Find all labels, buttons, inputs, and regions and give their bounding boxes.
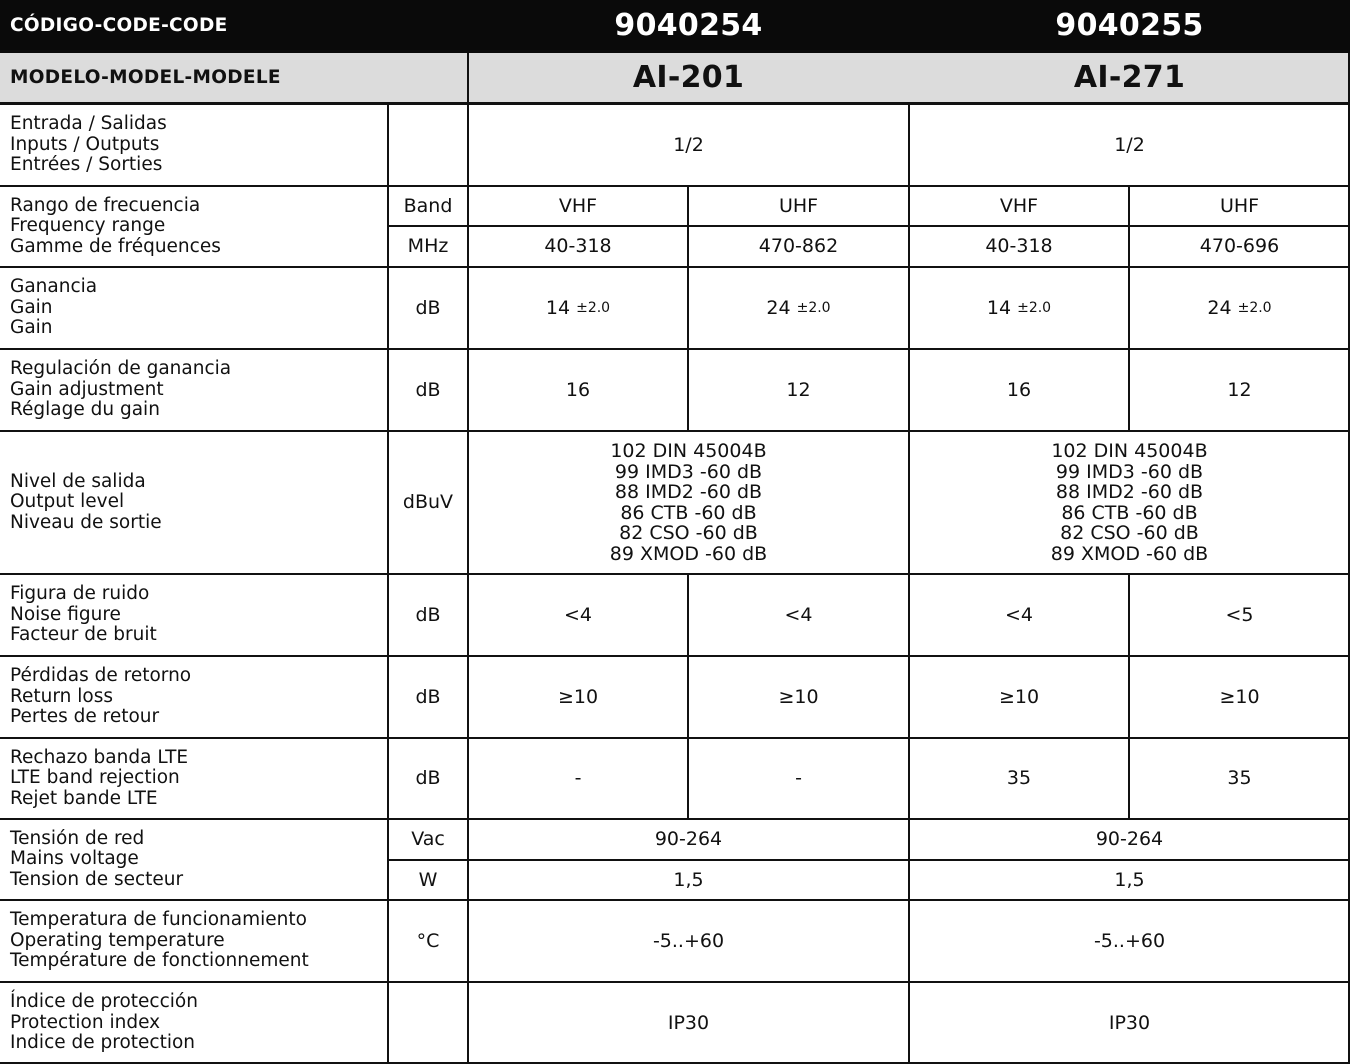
noise-value-4: <5 [1225, 603, 1254, 626]
grid-line-v [908, 104, 910, 1064]
grid-line-v [387, 104, 389, 1064]
mains-w-value-1: 1,5 [673, 868, 704, 891]
output-value-2: 102 DIN 45004B 99 IMD3 -60 dB 88 IMD2 -60 dB 86 CTB -60 dB 82 CSO -60 dB 89 XMOD -60 dB [1050, 440, 1209, 565]
noise-unit: dB [415, 603, 441, 626]
io-unit [388, 104, 468, 186]
gain-tolerance: ±2.0 [796, 299, 831, 316]
gain-value-4 [1129, 267, 1350, 349]
gain-number: 24 [766, 296, 791, 319]
model-value-1: AI-201 [632, 59, 745, 95]
freq-label: Rango de frecuencia Frequency range Gamme de fréquences [10, 194, 221, 257]
gain-number: 24 [1207, 296, 1232, 319]
protection-value-2: IP30 [1108, 1011, 1151, 1034]
return-loss-value-2: ≥10 [778, 685, 819, 708]
freq-range-3: 40-318 [985, 235, 1053, 258]
noise-value-3: <4 [1004, 603, 1033, 626]
return-loss-value-4: ≥10 [1219, 685, 1260, 708]
grid-line-h [0, 573, 1350, 575]
model-label: MODELO-MODEL-MODELE [10, 66, 281, 88]
gain-value-2 [688, 267, 909, 349]
gain-adj-value-3: 16 [1006, 378, 1032, 401]
gain-number: 14 [545, 296, 571, 319]
io-value-1: 1/2 [673, 133, 704, 156]
freq-band-3: VHF [999, 194, 1039, 217]
lte-unit: dB [415, 767, 441, 790]
grid-line-h [388, 859, 1350, 861]
lte-value-1: - [574, 767, 582, 790]
mains-w-value-2: 1,5 [1114, 868, 1145, 891]
output-value-1: 102 DIN 45004B 99 IMD3 -60 dB 88 IMD2 -60 dB 86 CTB -60 dB 82 CSO -60 dB 89 XMOD -60 dB [609, 440, 768, 565]
noise-label: Figura de ruido Noise figure Facteur de bruit [10, 583, 157, 646]
mains-vac-value-1: 90-264 [654, 828, 723, 851]
gain-number: 14 [986, 296, 1012, 319]
noise-value-1: <4 [563, 603, 592, 626]
model-value-2: AI-271 [1073, 59, 1186, 95]
grid-line-h [0, 430, 1350, 432]
freq-band-2: UHF [778, 194, 819, 217]
freq-mhz-unit: MHz [407, 235, 449, 258]
gain-tolerance: ±2.0 [576, 299, 611, 316]
grid-line-h [0, 899, 1350, 901]
gain-tolerance: ±2.0 [1237, 299, 1272, 316]
io-label: Entrada / Salidas Inputs / Outputs Entrées / Sorties [10, 113, 167, 176]
temp-value-1: -5..+60 [652, 929, 725, 952]
grid-line-h [388, 225, 1350, 227]
freq-range-2: 470-862 [758, 235, 839, 258]
lte-value-4: 35 [1227, 767, 1252, 790]
lte-value-3: 35 [1006, 767, 1032, 790]
code-value-2: 9040255 [1055, 8, 1204, 44]
gain-adj-value-4: 12 [1227, 378, 1252, 401]
lte-label: Rechazo banda LTE LTE band rejection Rejet bande LTE [10, 746, 189, 809]
protection-label: Índice de protección Protection index Indice de protection [10, 991, 198, 1054]
io-value-2: 1/2 [1114, 133, 1145, 156]
mains-vac-value-2: 90-264 [1095, 828, 1164, 851]
output-label: Nivel de salida Output level Niveau de sortie [10, 470, 162, 533]
gain-value-3 [909, 267, 1129, 349]
grid-line-v [1128, 574, 1130, 819]
freq-range-1: 40-318 [544, 235, 612, 258]
gain-unit: dB [415, 296, 441, 319]
grid-line-h [0, 655, 1350, 657]
gain-tolerance: ±2.0 [1017, 299, 1052, 316]
gain-adj-label: Regulación de ganancia Gain adjustment Réglage du gain [10, 358, 232, 421]
lte-value-2: - [795, 767, 802, 790]
noise-value-2: <4 [784, 603, 813, 626]
freq-band-1: VHF [558, 194, 598, 217]
gain-label: Ganancia Gain Gain [10, 276, 98, 339]
return-loss-value-1: ≥10 [557, 685, 599, 708]
grid-line-h [0, 981, 1350, 983]
gain-adj-value-2: 12 [786, 378, 811, 401]
grid-line-h [0, 818, 1350, 820]
grid-line-v [467, 53, 469, 1064]
grid-line-h [0, 266, 1350, 268]
return-loss-value-3: ≥10 [998, 685, 1040, 708]
gain-value-1 [468, 267, 688, 349]
temp-label: Temperatura de funcionamiento Operating temperature Température de fonctionnement [10, 909, 309, 972]
grid-line-h [0, 348, 1350, 350]
grid-line-v [687, 574, 689, 819]
output-unit: dBuV [402, 491, 454, 514]
grid-line-h [0, 102, 1350, 105]
grid-line-h [0, 737, 1350, 739]
grid-line-v [687, 186, 689, 431]
protection-value-1: IP30 [667, 1011, 710, 1034]
freq-range-4: 470-696 [1199, 235, 1280, 258]
grid-line-v [1128, 186, 1130, 431]
mains-vac-unit: Vac [411, 828, 445, 851]
protection-unit [388, 982, 468, 1064]
grid-line-h [0, 185, 1350, 187]
code-value-1: 9040254 [614, 8, 763, 44]
mains-w-unit: W [418, 868, 438, 891]
code-label: CÓDIGO-CODE-CODE [10, 15, 228, 37]
mains-label: Tensión de red Mains voltage Tension de secteur [10, 827, 184, 890]
temp-value-2: -5..+60 [1093, 929, 1166, 952]
gain-adj-value-1: 16 [565, 378, 591, 401]
freq-band-4: UHF [1219, 194, 1260, 217]
return-loss-unit: dB [415, 685, 441, 708]
return-loss-label: Pérdidas de retorno Return loss Pertes de retour [10, 665, 192, 728]
temp-unit: °C [416, 929, 440, 952]
freq-band-unit: Band [403, 194, 453, 217]
gain-adj-unit: dB [415, 378, 441, 401]
